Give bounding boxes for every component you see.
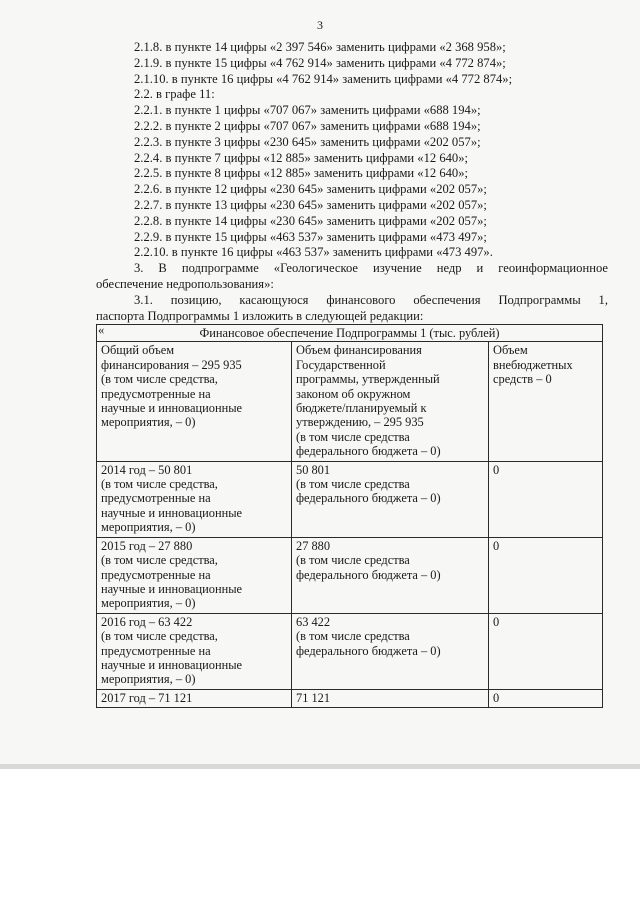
year-total-cell <box>97 613 292 689</box>
cell-line: 71 121 <box>296 690 331 705</box>
cell-line: федерального бюджета – 0) <box>296 643 441 658</box>
cell-line: внебюджетных <box>493 357 573 372</box>
header-total-cell <box>97 342 292 461</box>
table-caption-row <box>97 325 603 342</box>
cell-line: мероприятия, – 0) <box>101 520 196 535</box>
cell-line: федерального бюджета – 0) <box>296 491 441 506</box>
cell-line: федерального бюджета – 0) <box>296 567 441 582</box>
financing-table <box>96 324 603 708</box>
section-3-1-text-cont: паспорта Подпрограммы 1 изложить в следующей редакции: <box>96 308 424 323</box>
year-state-cell <box>292 537 489 613</box>
cell-line: 50 801 <box>296 462 331 477</box>
cell-line: (в том числе средства <box>296 553 410 568</box>
cell-line: 2014 год – 50 801 <box>101 462 193 477</box>
paragraph: 2.2.8. в пункте 14 цифры «230 645» заменить цифрами «202 057»; <box>134 213 487 228</box>
cell-line: (в том числе средства, <box>101 372 218 387</box>
section-3-heading: 3. В подпрограмме «Геологическое изучение недр и геоинформационное <box>134 261 608 276</box>
cell-line: Объем финансирования <box>296 343 422 358</box>
year-total-cell <box>97 537 292 613</box>
table-row <box>97 689 603 707</box>
paragraph: 2.1.9. в пункте 15 цифры «4 762 914» заменить цифрами «4 772 874»; <box>134 55 506 70</box>
cell-line: законом об окружном <box>296 386 411 401</box>
cell-line: (в том числе средства, <box>101 477 218 492</box>
paragraph: 2.2.2. в пункте 2 цифры «707 067» заменить цифрами «688 194»; <box>134 118 481 133</box>
cell-line: средств – 0 <box>493 372 552 387</box>
cell-line: предусмотренные на <box>101 643 211 658</box>
cell-line: 2017 год – 71 121 <box>101 690 193 705</box>
table-row <box>97 613 603 689</box>
year-extrabudget-cell <box>489 689 603 707</box>
year-extrabudget-cell <box>489 461 603 537</box>
cell-line: (в том числе средства <box>296 477 410 492</box>
paragraph: 2.2.4. в пункте 7 цифры «12 885» заменить цифрами «12 640»; <box>134 150 469 165</box>
cell-line: (в том числе средства, <box>101 629 218 644</box>
cell-line: научные и инновационные <box>101 657 243 672</box>
paragraph: 2.2.10. в пункте 16 цифры «463 537» заменить цифрами «473 497». <box>134 245 493 260</box>
header-extrabudget-cell <box>489 342 603 461</box>
cell-line: 0 <box>493 614 500 629</box>
table-row <box>97 461 603 537</box>
cell-line: мероприятия, – 0) <box>101 415 196 430</box>
paragraph: 2.2.9. в пункте 15 цифры «463 537» заменить цифрами «473 497»; <box>134 229 487 244</box>
page-edge-divider <box>0 764 640 769</box>
cell-line: 27 880 <box>296 538 331 553</box>
page-number: 3 <box>317 18 323 32</box>
cell-line: (в том числе средства <box>296 429 410 444</box>
cell-line: бюджете/планируемый к <box>296 401 427 416</box>
cell-line: 0 <box>493 538 500 553</box>
cell-line: научные и инновационные <box>101 401 243 416</box>
paragraph: 2.2.1. в пункте 1 цифры «707 067» заменить цифрами «688 194»; <box>134 103 481 118</box>
cell-line: федерального бюджета – 0) <box>296 444 441 459</box>
cell-line: 2015 год – 27 880 <box>101 538 193 553</box>
section-3-heading-cont: обеспечение недропользования»: <box>96 276 274 291</box>
open-quote: « <box>98 323 105 338</box>
year-total-cell <box>97 689 292 707</box>
paragraph: 2.2.7. в пункте 13 цифры «230 645» заменить цифрами «202 057»; <box>134 197 487 212</box>
cell-line: предусмотренные на <box>101 491 211 506</box>
cell-line: утверждению, – 295 935 <box>296 415 424 430</box>
cell-line: программы, утвержденный <box>296 372 440 387</box>
cell-line: (в том числе средства, <box>101 553 218 568</box>
year-extrabudget-cell <box>489 613 603 689</box>
paragraph: 2.1.10. в пункте 16 цифры «4 762 914» заменить цифрами «4 772 874»; <box>134 71 513 86</box>
paragraph: 2.1.8. в пункте 14 цифры «2 397 546» заменить цифрами «2 368 958»; <box>134 40 506 54</box>
cell-line: предусмотренные на <box>101 386 211 401</box>
cell-line: научные и инновационные <box>101 581 243 596</box>
cell-line: 0 <box>493 462 500 477</box>
table-row <box>97 537 603 613</box>
cell-line: научные и инновационные <box>101 505 243 520</box>
cell-line: мероприятия, – 0) <box>101 672 196 687</box>
cell-line: 63 422 <box>296 614 331 629</box>
paragraph: 2.2.5. в пункте 8 цифры «12 885» заменить цифрами «12 640»; <box>134 166 469 181</box>
table-header-row <box>97 342 603 461</box>
table-caption: Финансовое обеспечение Подпрограммы 1 (тыс. рублей) <box>97 325 603 342</box>
cell-line: (в том числе средства <box>296 629 410 644</box>
cell-line: Государственной <box>296 357 386 372</box>
paragraph: 2.2.6. в пункте 12 цифры «230 645» заменить цифрами «202 057»; <box>134 182 487 197</box>
cell-line: Общий объем <box>101 343 175 358</box>
cell-line: предусмотренные на <box>101 567 211 582</box>
year-state-cell <box>292 461 489 537</box>
cell-line: 0 <box>493 690 500 705</box>
paragraph: 2.2. в графе 11: <box>134 87 215 102</box>
year-total-cell <box>97 461 292 537</box>
cell-line: финансирования – 295 935 <box>101 357 242 372</box>
header-state-program-cell <box>292 342 489 461</box>
paragraph: 2.2.3. в пункте 3 цифры «230 645» заменить цифрами «202 057»; <box>134 134 481 149</box>
cell-line: Объем <box>493 343 528 358</box>
year-extrabudget-cell <box>489 537 603 613</box>
section-3-1-text: 3.1. позицию, касающуюся финансового обеспечения Подпрограммы 1, <box>134 292 608 307</box>
cell-line: мероприятия, – 0) <box>101 596 196 611</box>
document-body <box>96 40 608 336</box>
cell-line: 2016 год – 63 422 <box>101 614 193 629</box>
year-state-cell <box>292 613 489 689</box>
year-state-cell <box>292 689 489 707</box>
